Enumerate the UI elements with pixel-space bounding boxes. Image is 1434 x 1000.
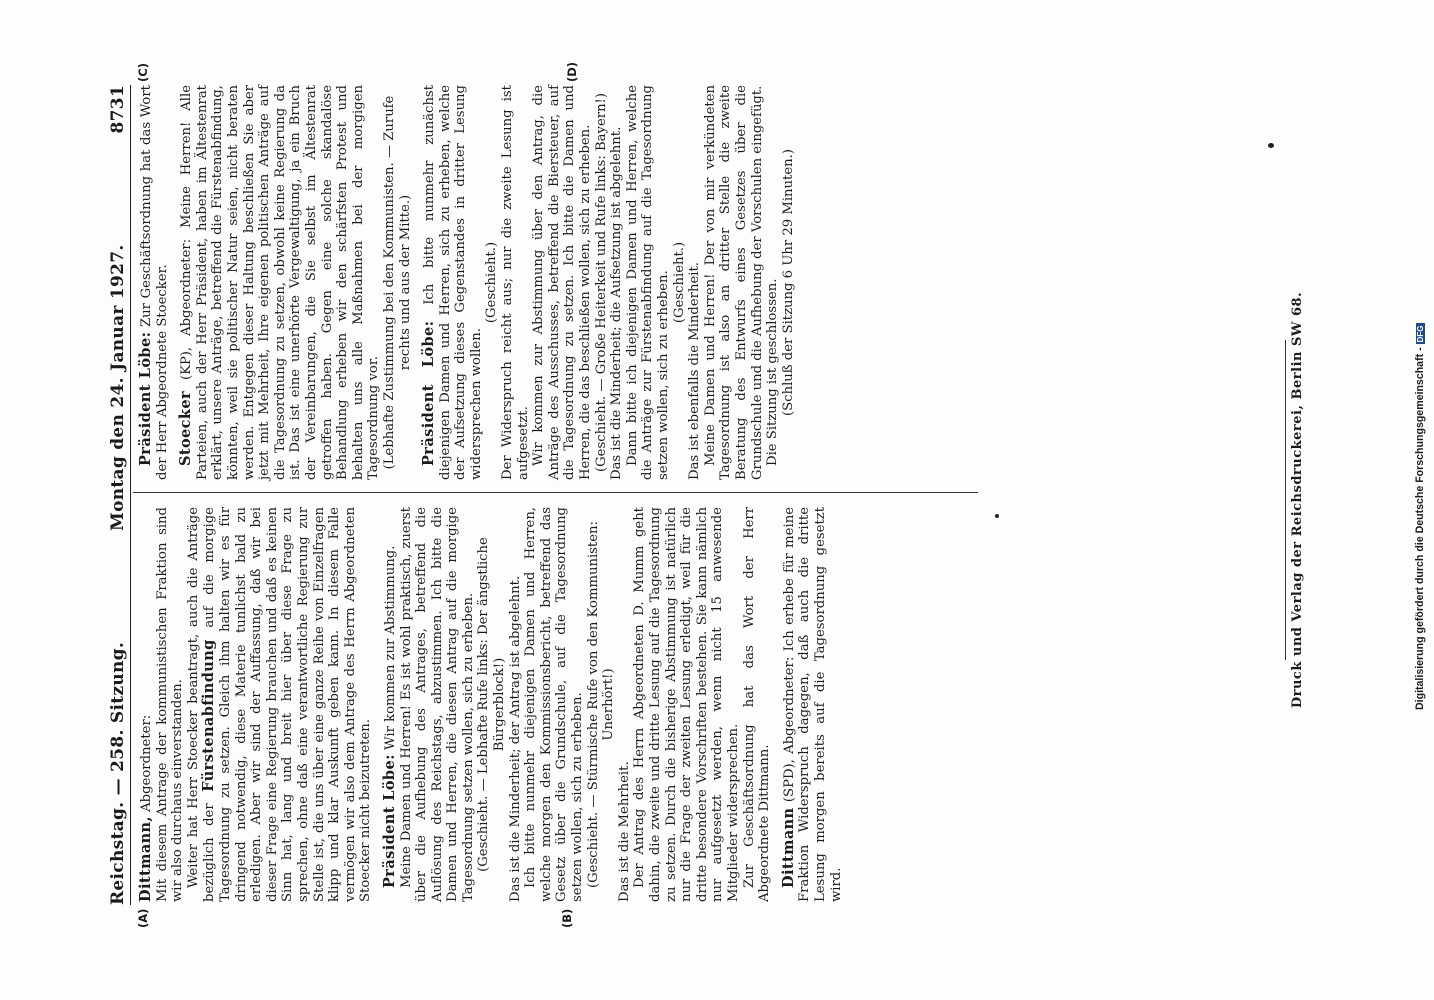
margin-marker-a: (A) [136, 908, 150, 928]
speaker-name: Dittmann [779, 807, 797, 888]
margin-marker-d: (D) [565, 61, 579, 82]
paragraph: Mit diesem Antrage der kommunistischen Fraktion sind wir also durchaus einverstanden. [154, 507, 186, 902]
paragraph [138, 507, 155, 902]
paragraph [781, 507, 844, 902]
text-run: (KP), Abgeordneter: Meine Herren! Alle Parteien, auch der Herr Präsident, haben im Ältestenrat erklärt, unsere Anträge, betreffend die Fürstenabfindung, könnten, weil sie politischer Natur seien, nicht beraten werden. Entgegen dieser Haltung beschließen Sie aber jetzt mit Mehrheit, Ihre eigenen politischen Anträge auf die Tagesordnung zu setzen, obwohl keine Regierung da ist. Das ist eine unerhörte Vergewaltigung, ja ein Bruch der Vereinbarungen, die Sie selbst im Ältestenrat getroffen haben. Gegen eine solche skandalöse Behandlung erheben wir den schärfsten Protest und behalten uns alle Maßnahmen bei der morgigen Tagesordnung vor. [179, 85, 382, 480]
paragraph: Das ist die Minderheit; der Antrag ist abgelehnt. [507, 575, 523, 902]
margin-marker-b: (B) [560, 908, 574, 928]
funding-note [1414, 10, 1426, 710]
ink-speck [1268, 143, 1274, 148]
text-run: Zur Geschäftsordnung hat das Wort der Herr Abgeordnete Stoecker. [139, 85, 170, 480]
paragraph [178, 85, 382, 480]
speaker-name: Präsident Löbe: [380, 754, 398, 888]
paragraph [186, 507, 374, 902]
paragraph: Meine Damen und Herren! Es ist wohl praktisch, zuerst über die Aufhebung des Antrages, betreffend die Auflösung des Reichstags, abzustimmen. Ich bitte die Damen und Herren, die diesen Antrag auf die morgige Tagesordnung setzen wollen, sich zu erheben. [398, 507, 476, 902]
interjection: (Geschieht. — Große Heiterkeit und Rufe links: Bayern!) [593, 92, 609, 473]
right-column [138, 85, 796, 480]
paragraph: Wir kommen zur Abstimmung über den Antrag, die Anträge des Ausschusses, betreffend die Biersteuer, auf die Tagesordnung zu setzen. Ich bitte die Damen und Herren, die das beschließen wollen, sich zu erheben. [531, 85, 594, 480]
speaker-name: Präsident Löbe: [137, 331, 154, 466]
emphasis: Fürstenabfindung [200, 639, 218, 792]
speaker-name: Präsident Löbe: [420, 320, 438, 466]
speaker-role: Abgeordneter: [139, 714, 154, 817]
paragraph: Dann bitte ich diejenigen Damen und Herren, welche die Anträge zur Fürstenabfindung auf die Tagesordnung setzen wollen, sich zu erheben. [624, 85, 671, 480]
paragraph: Das ist ebenfalls die Minderheit. [687, 262, 703, 480]
paragraph: Der Antrag des Herrn Abgeordneten D. Mumm geht dahin, die zweite und dritte Lesung auf die Tagesordnung zu setzen. Durch die bisherige Abstimmung ist natürlich nur die Frage der zweiten Lesung erledigt, weil für die dritte besondere Vorschriften bestehen. Sie kann nämlich nur aufgesetzt werden, wenn nicht 15 anwesende Mitglieder widersprechen. [632, 507, 741, 902]
paragraph: Ich bitte nunmehr diejenigen Damen und Herren, welche morgen den Kommissionsbericht, betreffend das Gesetz über die Grundschule, auf die Tagesordnung setzen wollen, sich zu erheben. [523, 507, 586, 902]
paragraph [138, 85, 170, 480]
text-run: auf die morgige Tagesordnung zu setzen. Gleich ihm halten wir es für dringend notwendig, diese Materie tunlichst bald zu erledigen. Aber wir sind der Auffassung, daß wir bei dieser Frage eine Regierung brauchen und daß es keinen Sinn hat, lang und breit hier über diese Frage zu sprechen, ohne daß eine verantwortliche Regierung zur Stelle ist, die uns über eine ganze Reihe von Einzelfragen klipp und klar Auskunft geben kann. In diesem Falle vermögen wir also dem Antrage des Herrn Abgeordneten Stoecker nicht beizutreten. [202, 507, 374, 902]
interjection: (Geschieht.) [484, 241, 500, 324]
paragraph: Das ist die Mehrheit. [616, 761, 632, 902]
header-left: Reichstag. — 258. Sitzung. [108, 641, 128, 905]
footer-rule [1285, 340, 1286, 660]
paragraph: Meine Damen und Herren! Der von mir verkündeten Tagesordnung ist also an dritter Stelle die zweite Beratung des Entwurfs eines Gesetzes über die Grundschule und die Aufhebung der Vorschulen eingefügt. [702, 85, 765, 480]
paragraph [382, 507, 399, 902]
text-run: (SPD), Abgeordneter: Ich erhebe für meine Fraktion Widerspruch dagegen, daß auch die dritte Lesung morgen bereits auf die Tagesordnung gesetzt wird. [781, 507, 844, 902]
text-run: Weiter hat Herr Stoecker beantragt, auch die Anträge bezüglich der [185, 507, 218, 902]
paragraph: Das ist die Minderheit; die Aufsetzung ist abgelehnt. [609, 126, 625, 480]
header-rule [130, 85, 131, 905]
text-run: Ich bitte nunmehr zunächst diejenigen Damen und Herren, sich zu erheben, welche der Aufsetzung dieses Gegenstandes in dritter Lesung widersprechen wollen. [422, 85, 484, 480]
paragraph: Die Sitzung ist geschlossen. [765, 278, 781, 466]
margin-marker-c: (C) [136, 63, 150, 82]
ink-speck [995, 514, 999, 518]
left-column [138, 507, 844, 902]
interjection: (Lebhafte Zustimmung bei den Kommunisten. — Zurufe rechts und aus der Mitte.) [381, 95, 413, 470]
interjection: (Geschieht. — Lebhafte Rufe links: Der ängstliche Bürgerblock!) [476, 537, 508, 872]
page-number: 8731 [108, 85, 128, 134]
speaker-name: Stoecker [177, 390, 195, 466]
header-date: Montag den 24. Januar 1927. [108, 244, 128, 532]
interjection: (Geschieht. — Stürmische Rufe von den Kommunisten: Unerhört!) [585, 521, 617, 888]
paragraph [421, 85, 484, 480]
printer-imprint: Druck und Verlag der Reichsdruckerei, Berlin SW 68. [1290, 291, 1305, 709]
column-divider [133, 492, 978, 493]
paragraph: Der Widerspruch reicht aus; nur die zweite Lesung ist aufgesetzt. [500, 85, 531, 480]
funding-text: Digitalisierung gefördert durch die Deutsche Forschungsgemeinschaft - [1414, 347, 1426, 710]
dfg-logo: DFG [1415, 325, 1425, 343]
paragraph: Zur Geschäftsordnung hat das Wort der Herr Abgeordnete Dittmann. [741, 507, 773, 902]
page-header [108, 85, 128, 905]
interjection: (Geschieht.) [671, 241, 687, 324]
speaker-name: Dittmann, [137, 816, 154, 902]
text-run: Wir kommen zur Abstimmung. [382, 545, 398, 755]
closing-note: (Schluß der Sitzung 6 Uhr 29 Minuten.) [780, 149, 796, 416]
